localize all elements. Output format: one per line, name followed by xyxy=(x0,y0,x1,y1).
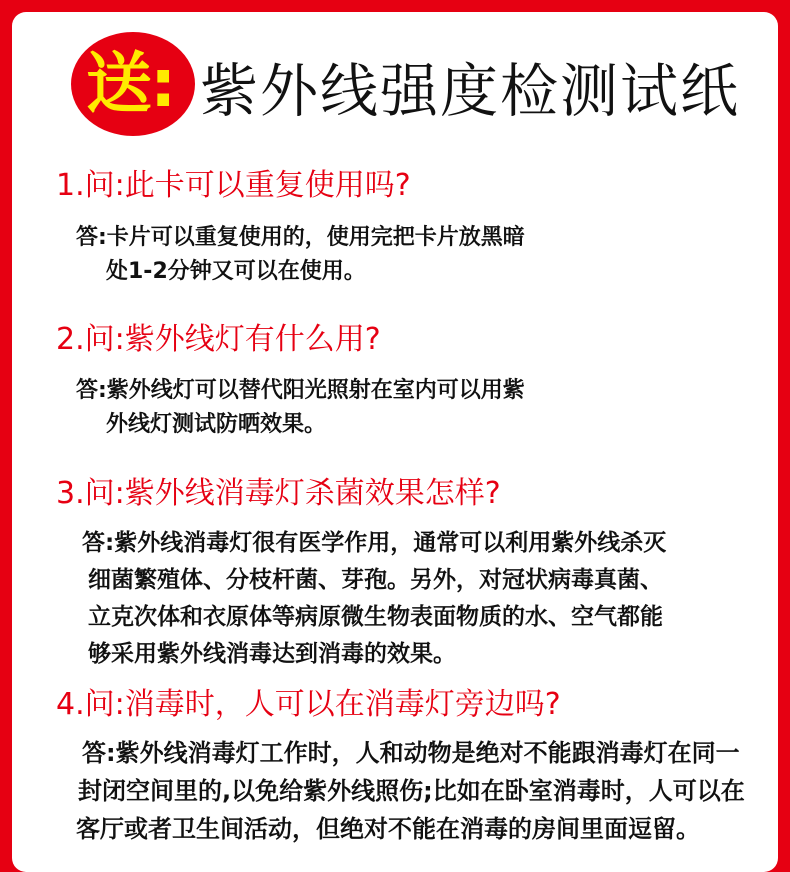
answer-1-line-2: 处1-2分钟又可以在使用。 xyxy=(106,259,366,284)
answer-2-line-2: 外线灯测试防晒效果。 xyxy=(106,412,327,437)
header xyxy=(12,12,778,152)
answer-4-line-2: 封闭空间里的,以免给紫外线照伤;比如在卧室消毒时，人可以在 xyxy=(78,777,745,805)
content-card xyxy=(12,12,778,872)
answer-2 xyxy=(76,374,525,442)
question-2: 2.问:紫外线灯有什么用? xyxy=(56,322,381,357)
answer-1 xyxy=(76,221,525,289)
answer-3 xyxy=(82,525,666,673)
answer-1-line-1: 答:卡片可以重复使用的，使用完把卡片放黑暗 xyxy=(76,225,525,250)
question-4: 4.问:消毒时，人可以在消毒灯旁边吗? xyxy=(56,687,561,722)
answer-4 xyxy=(76,734,745,848)
question-1: 1.问:此卡可以重复使用吗? xyxy=(56,168,411,203)
question-3: 3.问:紫外线消毒灯杀菌效果怎样? xyxy=(56,476,501,511)
answer-4-line-1: 答:紫外线消毒灯工作时，人和动物是绝对不能跟消毒灯在同一 xyxy=(82,739,740,767)
answer-3-line-1: 答:紫外线消毒灯很有医学作用，通常可以利用紫外线杀灭 xyxy=(82,530,667,556)
answer-2-line-1: 答:紫外线灯可以替代阳光照射在室内可以用紫 xyxy=(76,378,525,403)
answer-3-line-4: 够采用紫外线消毒达到消毒的效果。 xyxy=(88,641,456,667)
badge-label: 送: xyxy=(86,45,175,122)
page-title: 紫外线强度检测试纸 xyxy=(200,57,741,125)
answer-3-line-2: 细菌繁殖体、分枝杆菌、芽孢。另外，对冠状病毒真菌、 xyxy=(88,567,663,593)
answer-4-line-3: 客厅或者卫生间活动，但绝对不能在消毒的房间里面逗留。 xyxy=(76,815,700,843)
answer-3-line-3: 立克次体和衣原体等病原微生物表面物质的水、空气都能 xyxy=(88,604,663,630)
